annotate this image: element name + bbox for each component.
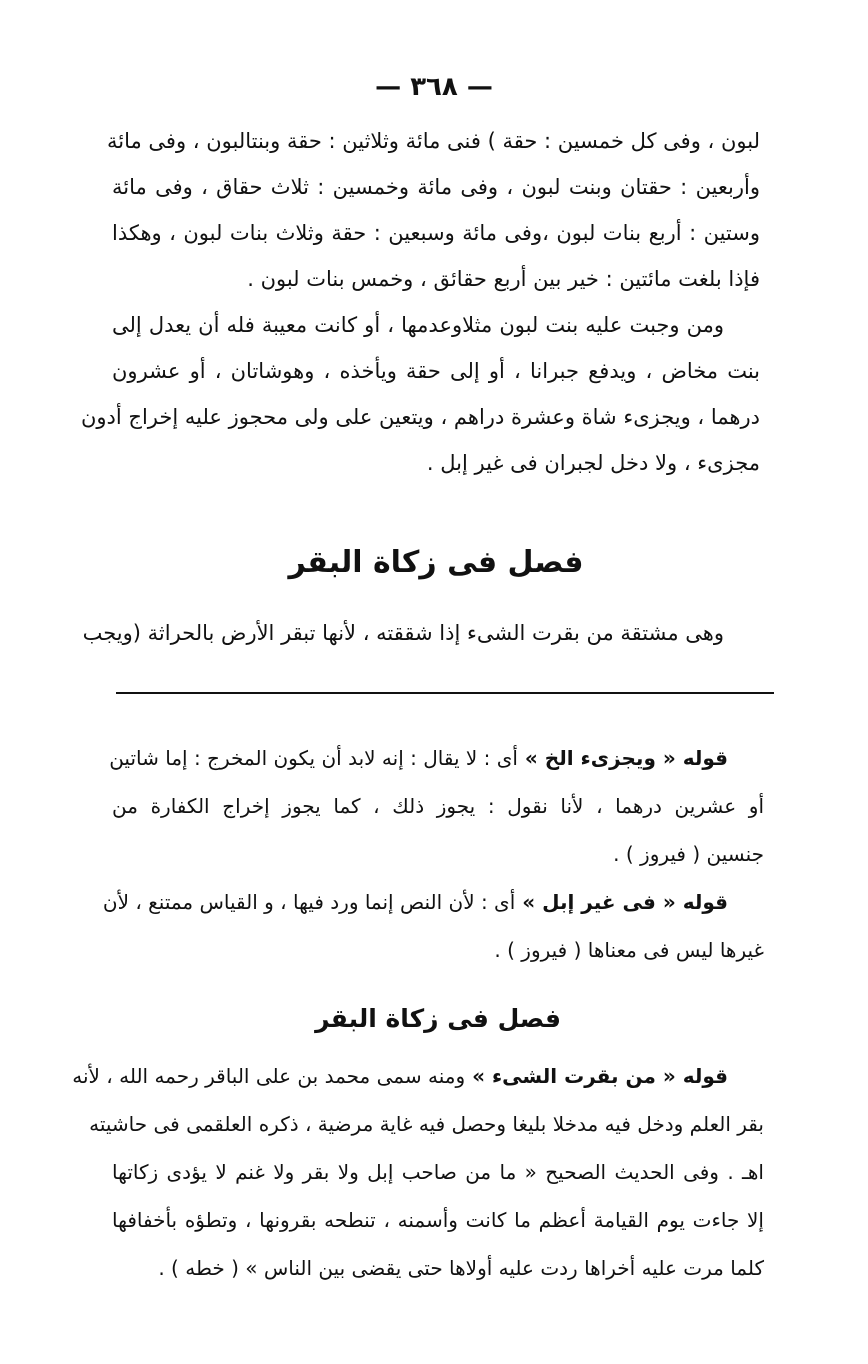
section-intro — [82, 610, 760, 656]
footnote-line — [112, 926, 764, 974]
main-text-line: لبون ، وفى كل خمسين : حقة ) فنى مائة وثلاثين : حقة وبنتالبون ، وفى مائة — [106, 129, 760, 153]
footnote-text: أو عشرين درهما ، لأنا نقول : يجوز ذلك ، كما يجوز إخراج الكفارة من — [112, 794, 764, 818]
main-text-line: وستين : أربع بنات لبون ،وفى مائة وسبعين : حقة وثلاث بنات لبون ، وهكذا — [112, 221, 760, 245]
footnote-line — [72, 1052, 764, 1100]
footnotes-block-2 — [72, 1052, 764, 1292]
footnotes-block — [102, 734, 764, 974]
page-number: — ٣٦٨ — — [375, 72, 493, 102]
footnote-line — [112, 1196, 764, 1244]
footnote-text: غيرها ليس فى معناها ( فيروز ) . — [494, 938, 764, 962]
footnote-section-heading: فصل فى زكاة البقر — [315, 1004, 561, 1033]
main-text-line: فإذا بلغت مائتين : خير بين أربع حقائق ، وخمس بنات لبون . — [247, 267, 760, 291]
footnote-line — [89, 1100, 764, 1148]
footnote-line — [102, 878, 764, 926]
main-text-line: ومن وجبت عليه بنت لبون مثلاوعدمها ، أو كانت معيبة فله أن يعدل إلى — [112, 313, 724, 337]
footnote-divider — [116, 692, 774, 694]
footnote-line — [112, 782, 764, 830]
footnote-text: إلا جاءت يوم القيامة أعظم ما كانت وأسمنه ، تنطحه بقرونها ، وتطؤه بأخفافها — [112, 1208, 764, 1232]
main-text-block — [80, 118, 760, 486]
section-heading: فصل فى زكاة البقر — [288, 545, 584, 580]
footnote-text: أى : لا يقال : إنه لابد أن يكون المخرج : إما شاتين — [109, 746, 518, 770]
footnote-line — [112, 1148, 764, 1196]
footnote-line — [109, 734, 764, 782]
footnote-text: كلما مرت عليه أخراها ردت عليه أولاها حتى يقضى بين الناس » ( خطه ) . — [158, 1256, 764, 1280]
footnote-lead: قوله « ويجزىء الخ » — [517, 746, 728, 770]
main-text-line: مجزىء ، ولا دخل لجبران فى غير إبل . — [426, 451, 760, 475]
footnote-line — [112, 1244, 764, 1292]
footnote-text: جنسين ( فيروز ) . — [613, 842, 764, 866]
footnote-lead: قوله « فى غير إبل » — [515, 890, 728, 914]
main-text-line: درهما ، ويجزىء شاة وعشرة دراهم ، ويتعين على ولى محجوز عليه إخراج أدون — [80, 405, 760, 429]
main-text-line: وهى مشتقة من بقرت الشىء إذا شققته ، لأنها تبقر الأرض بالحراثة (ويجب — [82, 621, 724, 645]
footnote-text: أى : لأن النص إنما ورد فيها ، و القياس ممتنع ، لأن — [102, 890, 516, 914]
main-text-line: بنت مخاض ، ويدفع جبرانا ، أو إلى حقة ويأخذه ، وهوشاتان ، أو عشرون — [112, 359, 760, 383]
footnote-text: ومنه سمى محمد بن على الباقر رحمه الله ، لأنه — [72, 1064, 466, 1088]
main-text-line: وأربعين : حقتان وبنت لبون ، وفى مائة وخمسين : ثلاث حقاق ، وفى مائة — [112, 175, 760, 199]
footnote-text: اهـ . وفى الحديث الصحيح « ما من صاحب إبل ولا بقر ولا غنم لا يؤدى زكاتها — [112, 1160, 764, 1184]
footnote-line — [112, 830, 764, 878]
footnote-lead: قوله « من بقرت الشىء » — [465, 1064, 728, 1088]
footnote-text: بقر العلم ودخل فيه مدخلا بليغا وحصل فيه غاية مرضية ، ذكره العلقمى فى حاشيته — [89, 1112, 764, 1136]
